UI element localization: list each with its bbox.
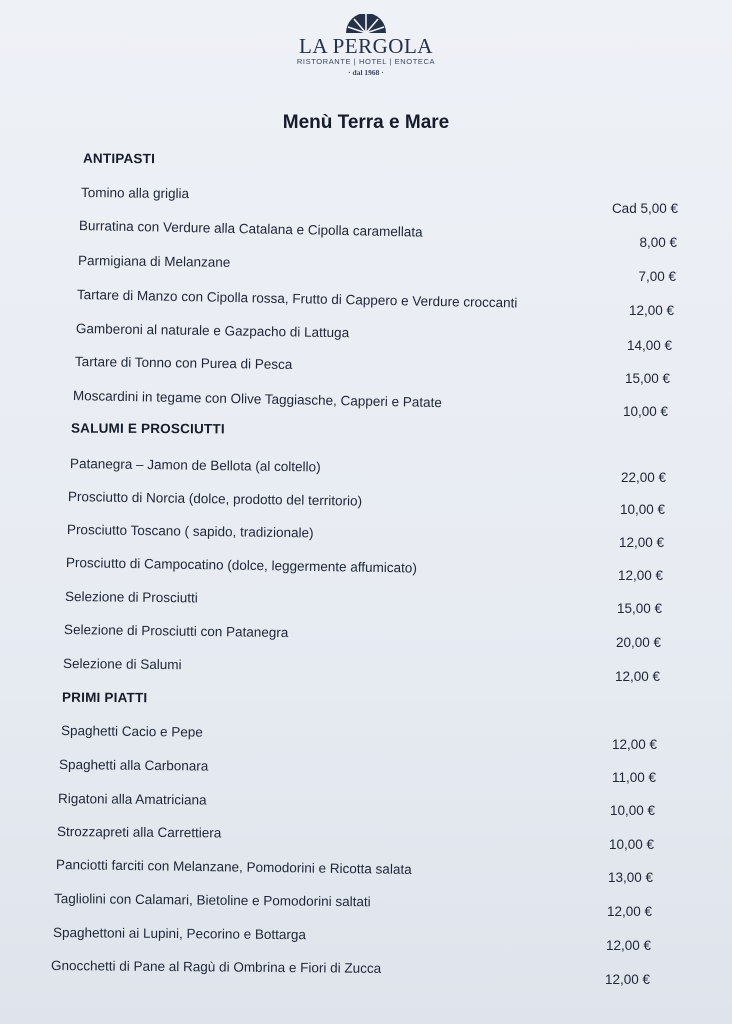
section-title-primi: PRIMI PIATTI bbox=[61, 689, 148, 706]
menu-item: Prosciutto Toscano ( sapido, tradizionale) bbox=[66, 522, 314, 541]
menu-item: Panciotti farciti con Melanzane, Pomodorini e Ricotta salata bbox=[55, 857, 412, 877]
menu-item-price: 20,00 € bbox=[615, 635, 661, 650]
menu-item: Gnocchetti di Pane al Ragù di Ombrina e Fiori di Zucca bbox=[50, 958, 382, 976]
menu-item-price: 10,00 € bbox=[608, 837, 654, 852]
menu-item: Tagliolini con Calamari, Bietoline e Pomodorini saltati bbox=[53, 891, 371, 910]
menu-item: Strozzapreti alla Carrettiera bbox=[56, 824, 222, 841]
menu-item: Tartare di Manzo con Cipolla rossa, Frutto di Cappero e Verdure croccanti bbox=[76, 287, 518, 311]
menu-item: Patanegra – Jamon de Bellota (al coltello) bbox=[69, 456, 321, 475]
menu-item: Prosciutto di Campocatino (dolce, leggermente affumicato) bbox=[65, 555, 418, 576]
menu-item-price: 12,00 € bbox=[604, 972, 650, 987]
menu-item: Gamberoni al naturale e Gazpacho di Lattuga bbox=[75, 321, 350, 341]
menu-item: Rigatoni alla Amatriciana bbox=[57, 791, 207, 808]
section-title-antipasti: ANTIPASTI bbox=[82, 150, 156, 167]
menu-item-price: 12,00 € bbox=[618, 535, 664, 550]
menu-item-price: Cad 5,00 € bbox=[611, 201, 678, 216]
menu-item: Moscardini in tegame con Olive Taggiasche, Capperi e Patate bbox=[72, 388, 443, 411]
brand-name: LA PERGOLA bbox=[299, 34, 433, 58]
brand-since: · dal 1968 · bbox=[348, 68, 384, 77]
menu-item-price: 12,00 € bbox=[614, 669, 660, 684]
menu-item-price: 12,00 € bbox=[611, 737, 657, 752]
menu-item-price: 10,00 € bbox=[619, 502, 665, 517]
menu-item-price: 12,00 € bbox=[605, 938, 651, 953]
menu-item-price: 14,00 € bbox=[626, 338, 672, 353]
menu-item-price: 10,00 € bbox=[622, 404, 668, 419]
menu-item-price: 22,00 € bbox=[620, 470, 666, 485]
section-title-salumi: SALUMI E PROSCIUTTI bbox=[70, 420, 225, 437]
menu-item-price: 8,00 € bbox=[639, 235, 677, 250]
menu-item-price: 15,00 € bbox=[616, 601, 662, 616]
menu-item-price: 10,00 € bbox=[609, 803, 655, 818]
menu-item: Selezione di Prosciutti con Patanegra bbox=[63, 622, 289, 641]
menu-item: Spaghettoni ai Lupini, Pecorino e Bottarga bbox=[52, 925, 306, 943]
menu-item-price: 13,00 € bbox=[607, 870, 653, 885]
menu-item: Parmigiana di Melanzane bbox=[77, 253, 231, 270]
menu-item: Selezione di Prosciutti bbox=[64, 589, 198, 606]
menu-title: Menù Terra e Mare bbox=[282, 112, 450, 133]
menu-item-price: 15,00 € bbox=[624, 371, 670, 386]
brand-tagline: RISTORANTE | HOTEL | ENOTECA bbox=[296, 57, 436, 66]
menu-item: Tartare di Tonno con Purea di Pesca bbox=[74, 354, 293, 373]
menu-item-price: 7,00 € bbox=[638, 269, 676, 284]
menu-item: Tomino alla griglia bbox=[80, 185, 190, 202]
menu-item-price: 11,00 € bbox=[611, 770, 656, 785]
menu-item: Spaghetti Cacio e Pepe bbox=[60, 723, 203, 740]
menu-item-price: 12,00 € bbox=[628, 303, 674, 318]
menu-item-price: 12,00 € bbox=[617, 568, 663, 583]
menu-item-price: 12,00 € bbox=[606, 904, 652, 919]
menu-item: Spaghetti alla Carbonara bbox=[58, 757, 209, 774]
menu-item: Selezione di Salumi bbox=[62, 656, 182, 673]
menu-item: Prosciutto di Norcia (dolce, prodotto del territorio) bbox=[67, 489, 363, 509]
menu-item: Burratina con Verdure alla Catalana e Cipolla caramellata bbox=[78, 218, 423, 240]
